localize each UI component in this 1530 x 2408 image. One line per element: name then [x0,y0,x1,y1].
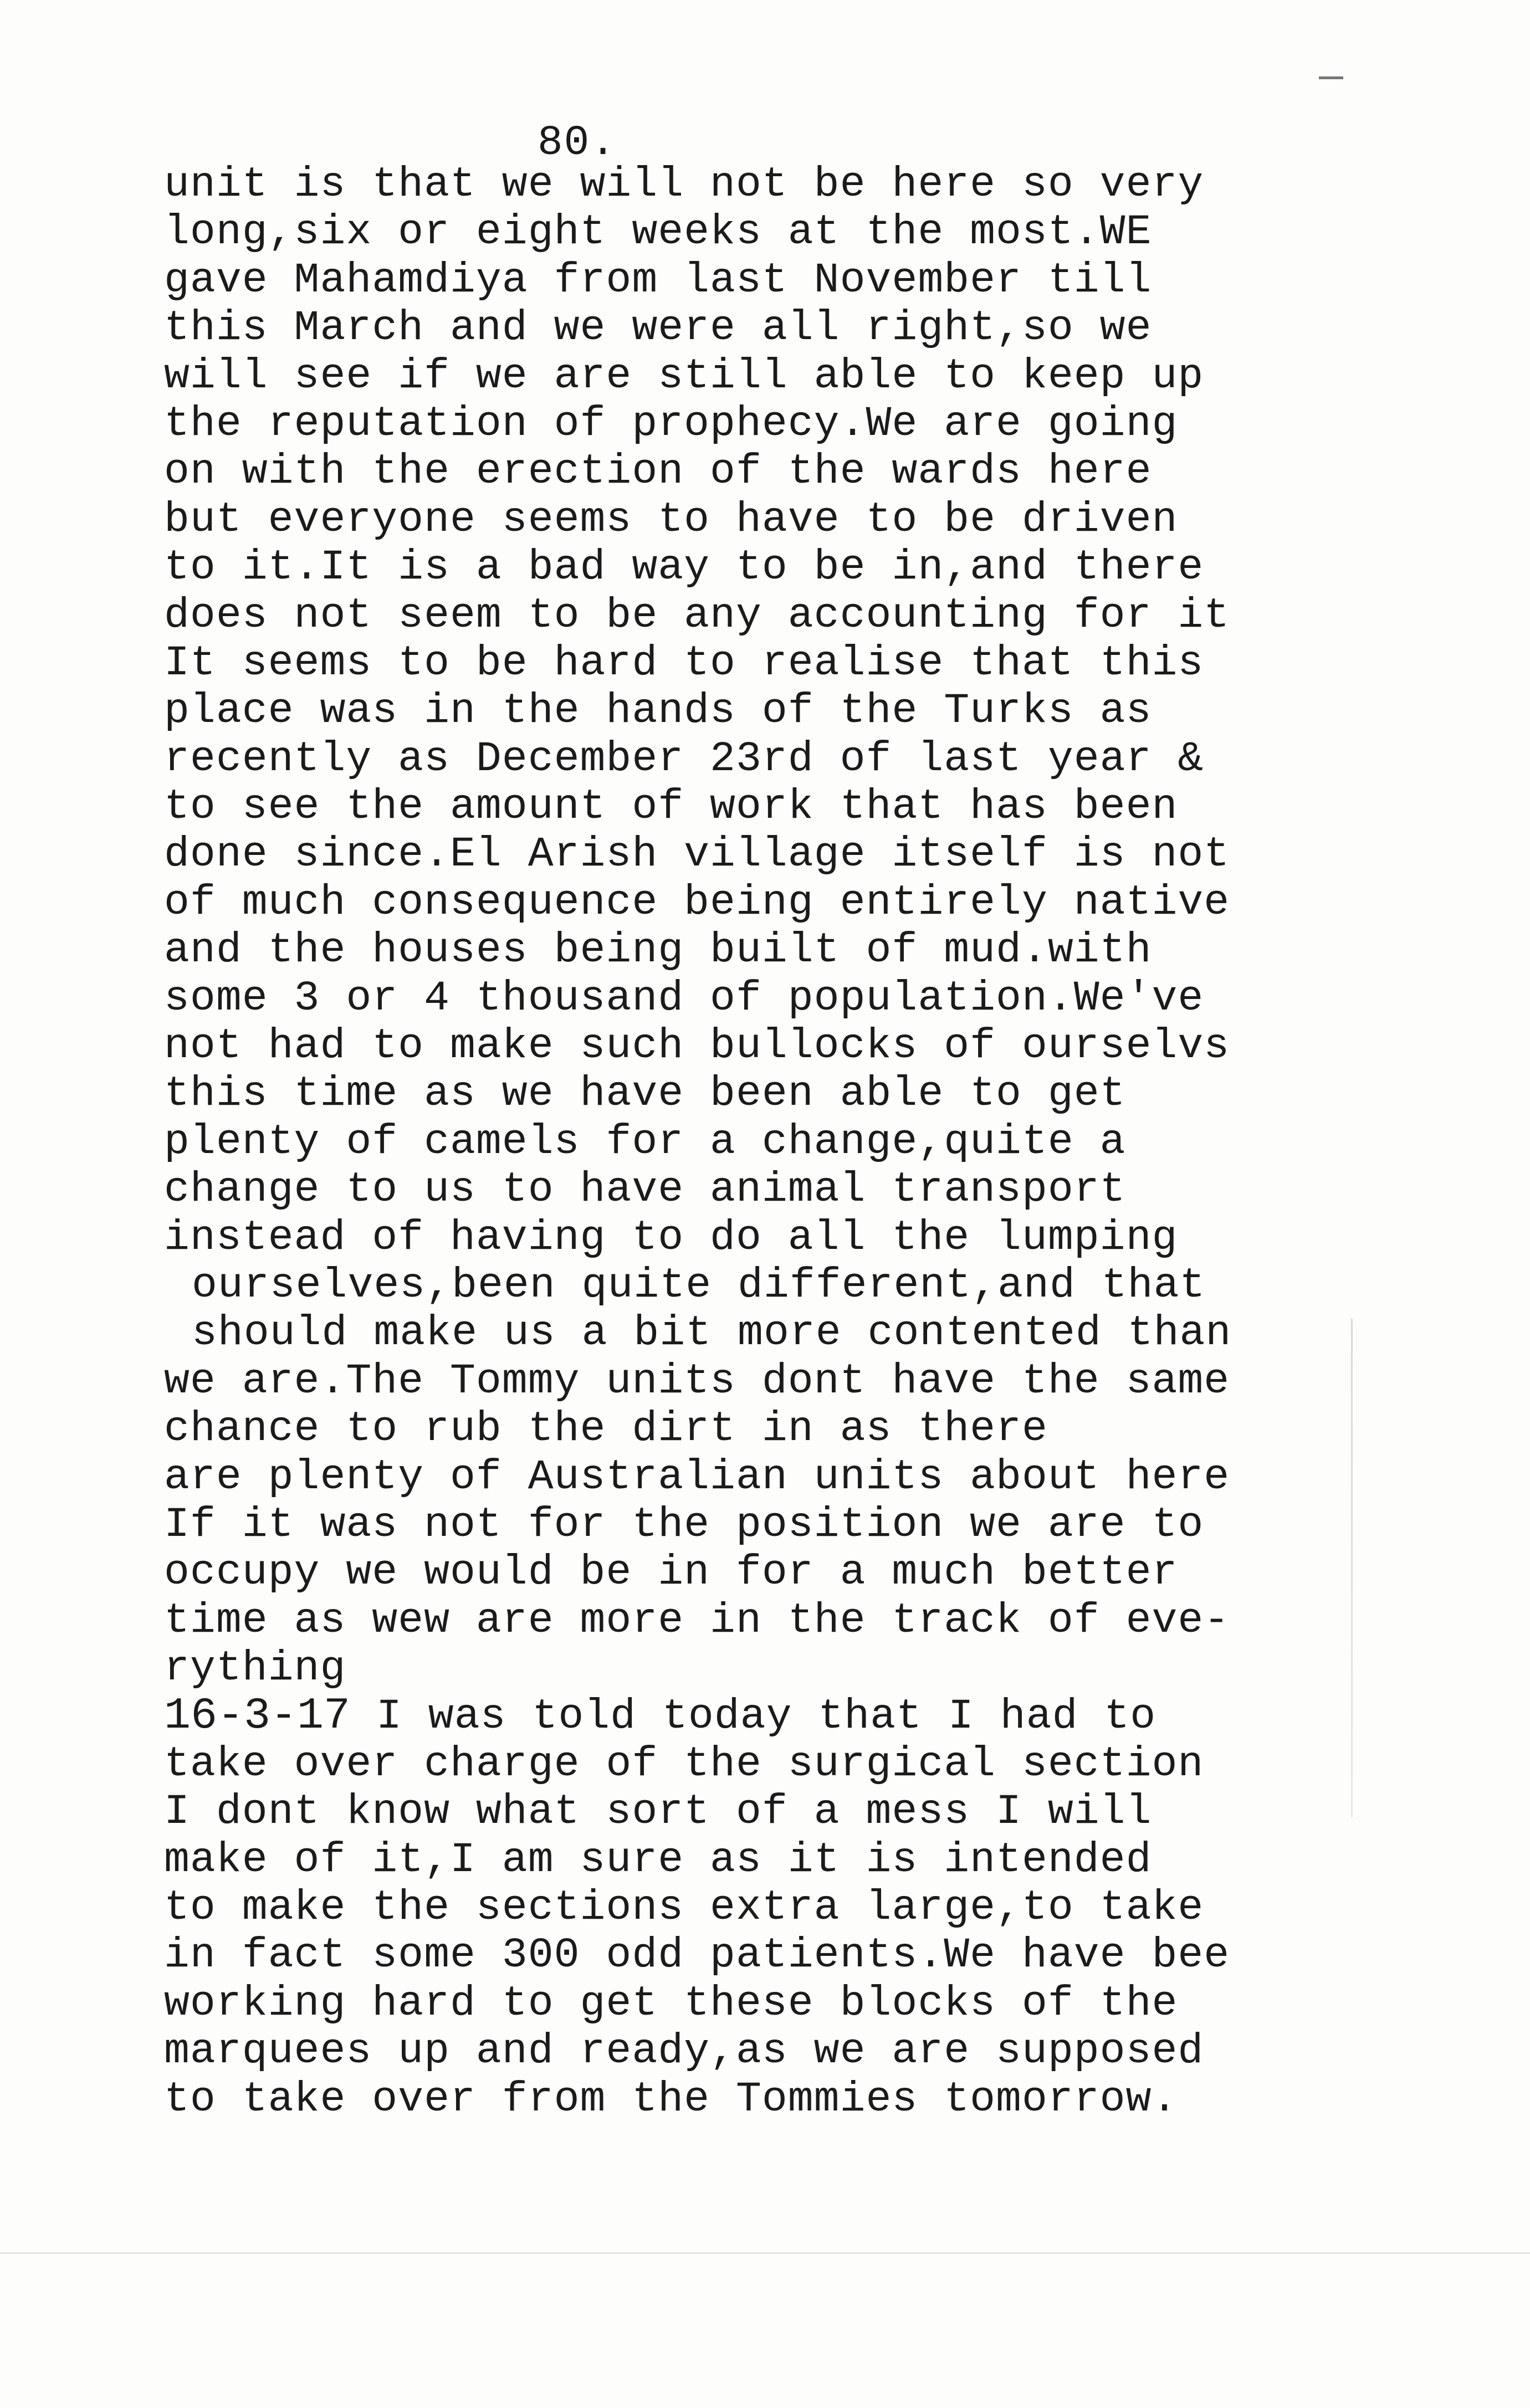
text-line: gave Mahamdiya from last November till [164,255,1152,304]
scan-artifact-bottom-line [0,2252,1530,2254]
typed-text-block [164,161,1372,2123]
text-line: working hard to get these blocks of the [164,1979,1178,2027]
text-line: to see the amount of work that has been [164,782,1178,831]
text-line: I dont know what sort of a mess I will [164,1787,1152,1836]
text-line: but everyone seems to have to be driven [164,495,1178,544]
text-line: in fact some 300 odd patients.We have bee [164,1931,1230,1980]
scan-artifact-dash [1319,76,1343,79]
date-entry-line [164,1690,1372,1741]
text-line: occupy we would be in for a much better [164,1548,1178,1597]
text-line: instead of having to do all the lumping [164,1213,1178,1262]
text-line: chance to rub the dirt in as there [164,1405,1048,1453]
text-line: make of it,I am sure as it is intended [164,1835,1152,1884]
text-line: should make us a bit more contented than [192,1309,1232,1357]
text-line: marquees up and ready,as we are supposed [164,2027,1204,2076]
text-line: this March and we were all right,so we [164,304,1152,352]
text-line: are plenty of Australian units about here [164,1452,1230,1501]
text-line: If it was not for the position we are to [164,1500,1204,1549]
text-line: It seems to be hard to realise that this [164,638,1204,687]
text-line: to make the sections extra large,to take [164,1883,1204,1932]
text-line: place was in the hands of the Turks as [164,686,1152,735]
text-line: of much consequence being entirely native [164,878,1230,926]
text-line: to it.It is a bad way to be in,and there [164,543,1204,592]
text-line: some 3 or 4 thousand of population.We've [164,974,1204,1022]
text-line: and the houses being built of mud.with [164,926,1152,975]
text-line: unit is that we will not be here so very [164,160,1204,208]
text-line: will see if we are still able to keep up [164,351,1204,400]
text-line: take over charge of the surgical section [164,1739,1204,1788]
text-line: long,six or eight weeks at the most.WE [164,208,1152,257]
text-line: to take over from the Tommies tomorrow. [164,2074,1178,2123]
text-line: recently as December 23rd of last year & [164,734,1204,783]
text-line: the reputation of prophecy.We are going [164,399,1178,448]
text-line: does not seem to be any accounting for it [164,591,1230,639]
text-line: rything [164,1644,346,1693]
text-line: change to us to have animal transport [164,1165,1126,1214]
entry-date: 16-3-17 [164,1690,351,1741]
text-line: done since.El Arish village itself is not [164,830,1230,879]
text-line: this time as we have been able to get [164,1069,1126,1118]
entry-first-line: I was told today that I had to [350,1692,1157,1740]
scan-artifact-edge [1351,1319,1353,1817]
text-line: on with the erection of the wards here [164,447,1152,496]
text-line: ourselves,been quite different,and that [192,1261,1206,1309]
text-line: plenty of camels for a change,quite a [164,1117,1126,1166]
text-line: not had to make such bullocks of ourselvs [164,1022,1230,1070]
page-number: 80. [538,119,617,167]
text-line: we are.The Tommy units dont have the same [164,1356,1230,1405]
text-line: time as wew are more in the track of eve- [164,1596,1230,1644]
